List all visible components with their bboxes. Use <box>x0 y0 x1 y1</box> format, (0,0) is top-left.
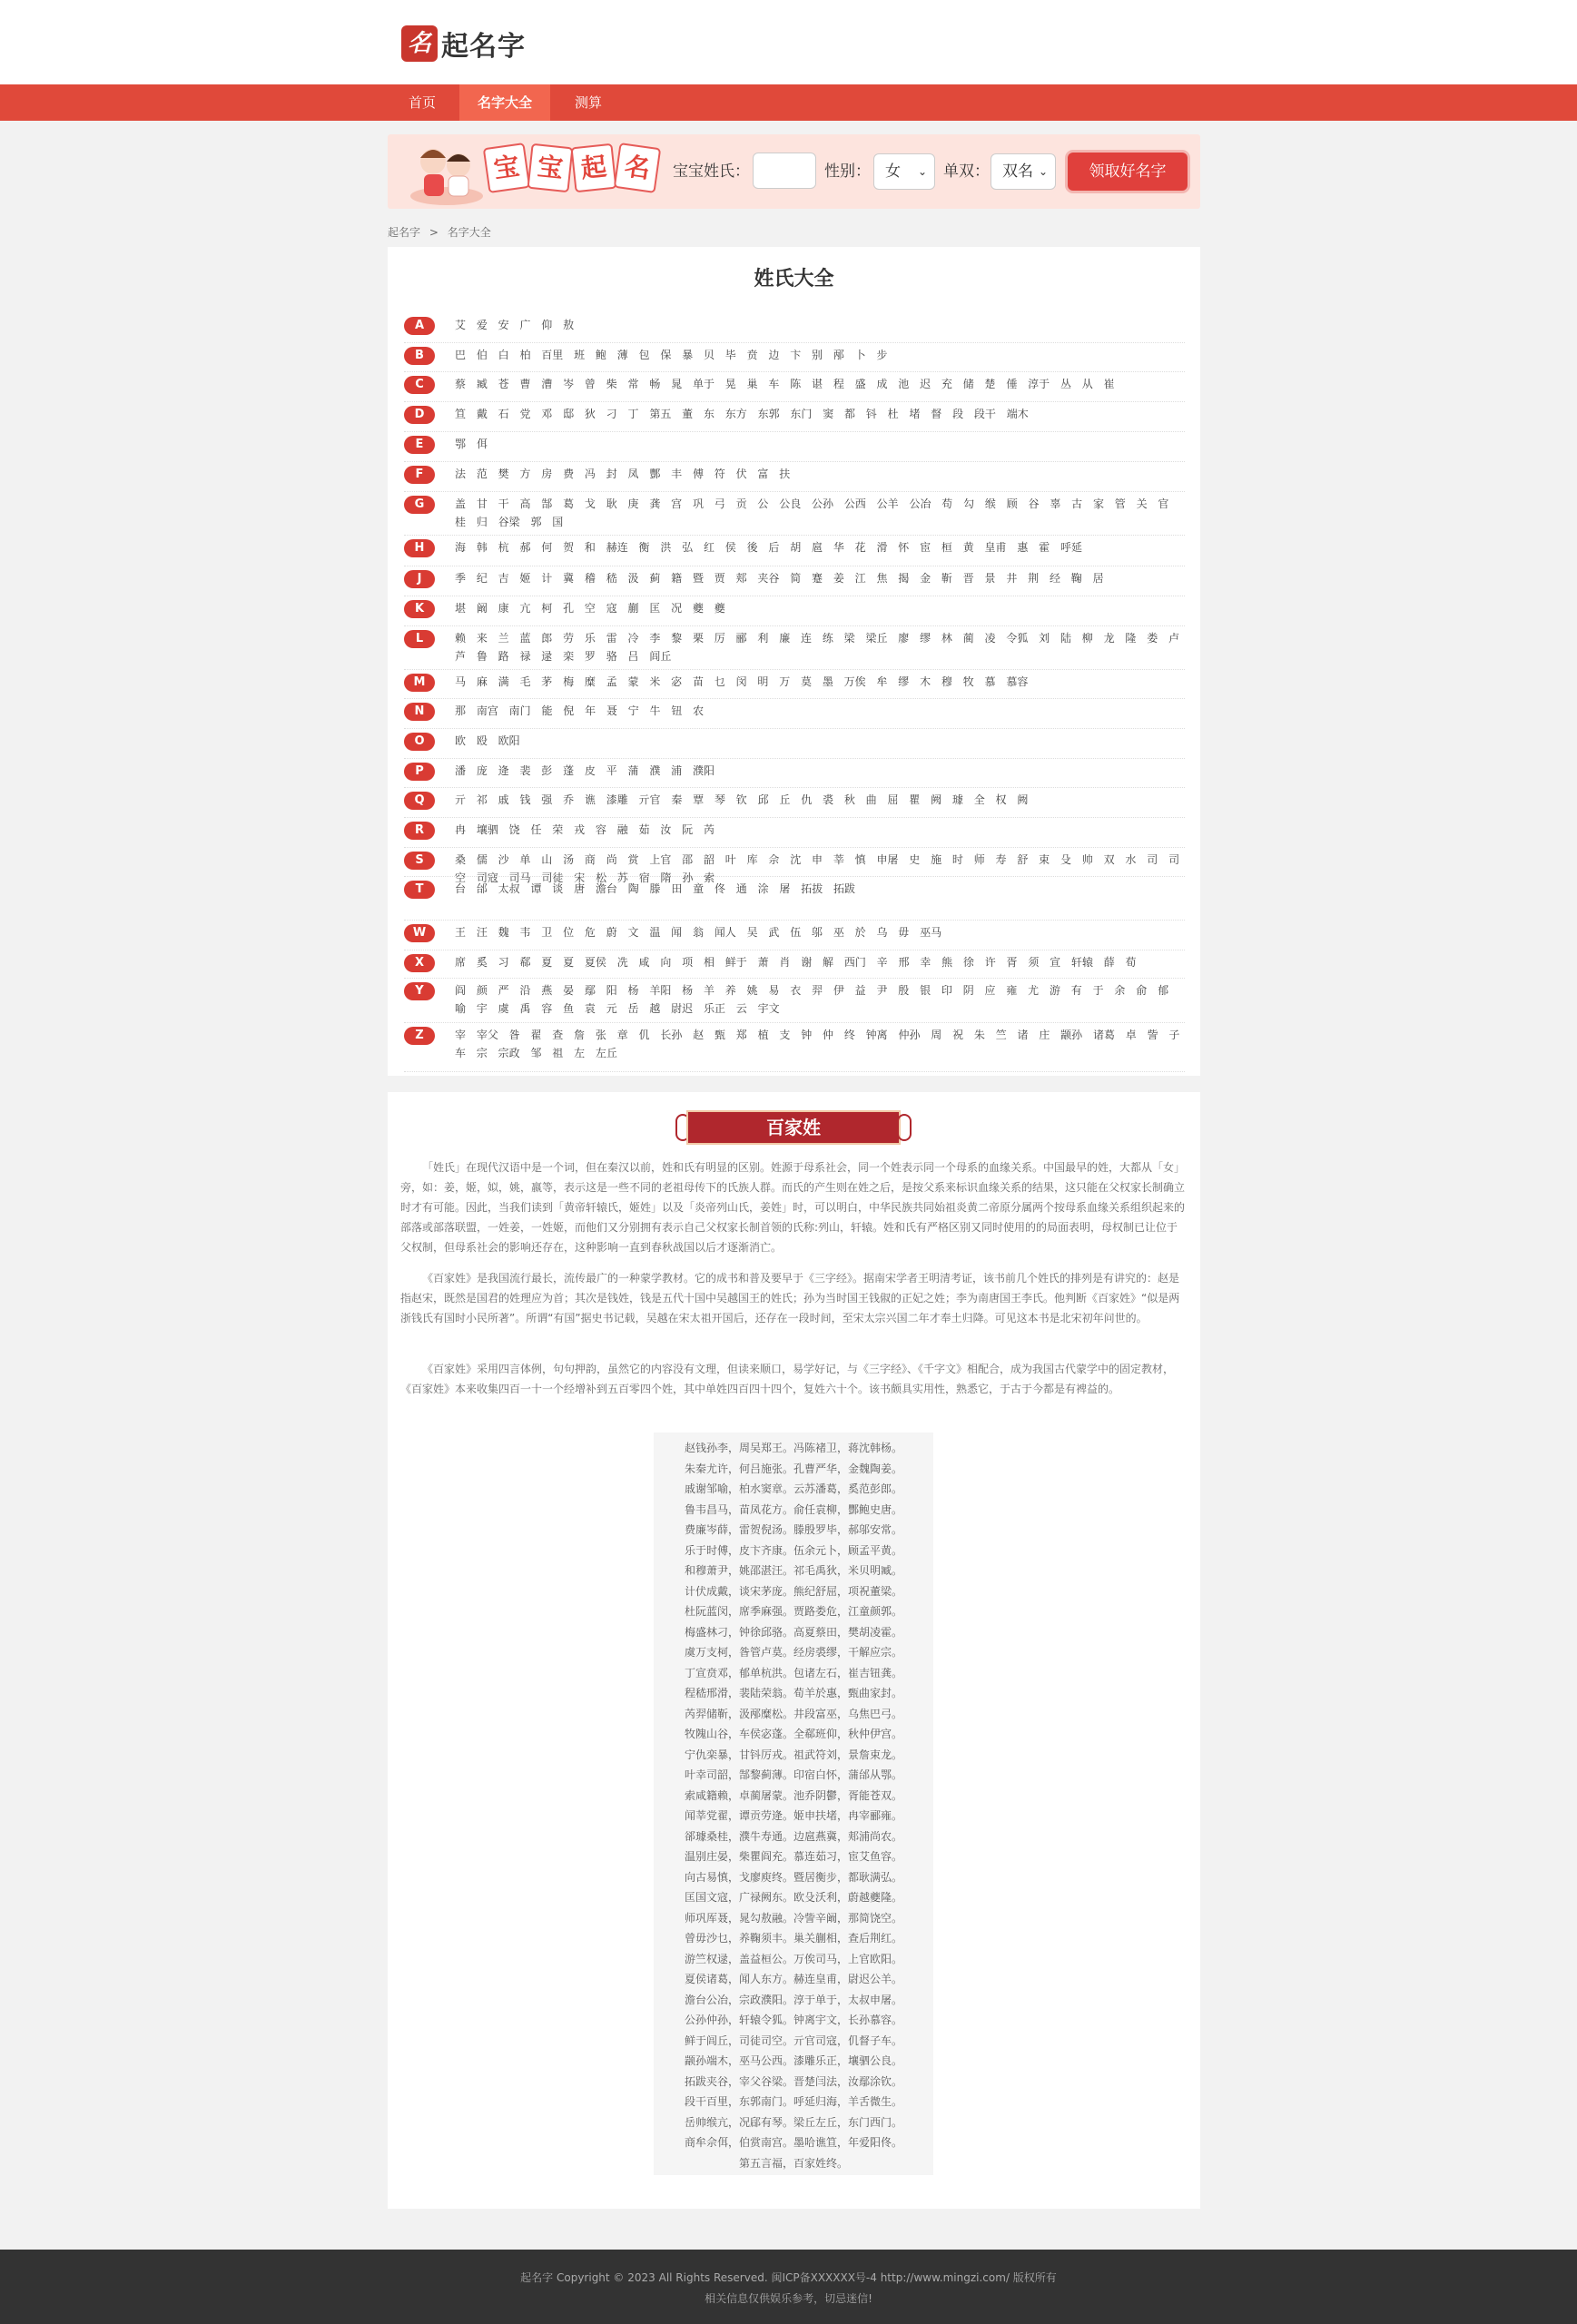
bjx-panel <box>388 1092 1200 2209</box>
letter-badge: K <box>404 600 435 618</box>
poem-line: 公孙仲孙，轩辕令狐。钟离宇文，长孙慕容。 <box>684 2014 902 2026</box>
surname-row <box>404 1023 1185 1072</box>
poem-line: 牧隗山谷，车侯宓蓬。全郗班仰，秋仲伊宫。 <box>684 1728 902 1740</box>
surname-list[interactable]: 王 汪 魏 韦 卫 位 危 蔚 文 温 闻 翁 闻人 吴 武 伍 邬 巫 於 乌 毋 巫马 <box>455 926 942 939</box>
footer-copyright: 起名字 Copyright © 2023 All Rights Reserved. 闽ICP备XXXXXX号-4 http://www.mingzi.com/ 版权所有 <box>520 2271 1057 2284</box>
poem-line: 向古易慎，戈廖庾终。暨居衡步，都耿满弘。 <box>684 1870 902 1884</box>
poem-line: 段干百里，东郭南门。呼延归海，羊舌微生。 <box>684 2095 902 2108</box>
surname-row <box>404 759 1185 788</box>
surname-row <box>404 566 1185 596</box>
surname-row <box>404 313 1185 343</box>
poem-line: 温别庄晏，柴瞿阎充。慕连茹习，宦艾鱼容。 <box>684 1850 902 1863</box>
poem-line: 夏侯诸葛，闻人东方。赫连皇甫，尉迟公羊。 <box>684 1973 902 1985</box>
letter-badge: W <box>404 924 435 942</box>
site-footer <box>0 2250 1577 2324</box>
poem-line: 杜阮蓝闵，席季麻强。贾路娄危，江童颜郭。 <box>684 1605 902 1618</box>
logo-mark: 名 <box>401 25 438 62</box>
surname-row <box>404 788 1185 818</box>
surname-list[interactable]: 阎 颜 严 沿 燕 晏 鄢 阳 杨 羊阳 杨 羊 养 姚 易 衣 羿 伊 益 尹 殷 银 印 阴 应 雍 尤 游 有 于 余 俞 郁 喻 宇 虞 禹 容 鱼 袁 元 岳 越 尉迟 乐正 云 宇文 <box>455 984 1169 1015</box>
surname-list[interactable]: 潘 庞 逄 裴 彭 蓬 皮 平 蒲 濮 浦 濮阳 <box>455 764 715 777</box>
bjx-title: 百家姓 <box>686 1110 901 1145</box>
chevron-down-icon: ⌄ <box>917 165 927 178</box>
banner-card-4: 名 <box>614 143 662 193</box>
surname-list[interactable]: 亓 祁 戚 钱 强 乔 谯 漆雕 亓官 秦 覃 琴 钦 邱 丘 仇 裘 秋 曲 屈 瞿 阙 璩 全 权 阙 <box>455 793 1029 806</box>
surname-list[interactable]: 冉 壤驷 饶 任 荣 戎 容 融 茹 汝 阮 芮 <box>455 823 715 836</box>
surname-list[interactable]: 马 麻 满 毛 茅 梅 糜 孟 蒙 米 宓 苗 乜 闵 明 万 莫 墨 万俟 牟 缪 木 穆 牧 慕 慕容 <box>455 675 1029 688</box>
surname-list[interactable]: 海 韩 杭 郝 何 贺 和 赫连 衡 洪 弘 红 侯 後 后 胡 扈 华 花 滑 怀 宦 桓 黄 皇甫 惠 霍 呼延 <box>455 541 1082 554</box>
letter-badge: E <box>404 436 435 454</box>
poem-line: 宁仇栾暴，甘钭厉戎。祖武符刘，景詹束龙。 <box>684 1748 902 1761</box>
poem-line: 师巩厍聂，晁勾敖融。冷訾辛阚，那简饶空。 <box>684 1911 902 1925</box>
surname-row <box>404 979 1185 1023</box>
poem-line: 乐于时傅，皮卞齐康。伍余元卜，顾孟平黄。 <box>684 1543 902 1557</box>
surname-list[interactable]: 堪 阚 康 亢 柯 孔 空 寇 蒯 匡 况 夔 夔 <box>455 602 725 615</box>
surname-list[interactable]: 赖 来 兰 蓝 郎 劳 乐 雷 冷 李 黎 栗 厉 郦 利 廉 连 练 梁 梁丘 廖 缪 林 蔺 凌 令狐 刘 陆 柳 龙 隆 娄 卢 芦 鲁 路 禄 逯 栾 罗 骆 吕 闾丘 <box>455 632 1180 663</box>
baby-illustration-icon <box>406 140 488 205</box>
letter-badge: S <box>404 852 435 870</box>
surname-row <box>404 596 1185 626</box>
poem-line: 计伏成戴，谈宋茅庞。熊纪舒屈，项祝董梁。 <box>684 1584 902 1598</box>
nav-home[interactable]: 首页 <box>408 94 436 111</box>
letter-badge: C <box>404 376 435 394</box>
surname-row <box>404 921 1185 950</box>
bjx-title-banner <box>675 1107 912 1148</box>
get-name-button[interactable]: 领取好名字 <box>1068 153 1188 191</box>
poem-line: 第五言福，百家姓终。 <box>738 2156 848 2170</box>
letter-badge: G <box>404 496 435 514</box>
site-logo[interactable] <box>401 24 526 64</box>
poem-line: 丁宣贲邓，郁单杭洪。包诸左石，崔吉钮龚。 <box>684 1666 902 1679</box>
surname-panel <box>388 247 1200 1076</box>
banner-card-1: 宝 <box>483 143 531 193</box>
ornament-right-icon <box>897 1114 912 1141</box>
letter-badge: P <box>404 763 435 781</box>
surname-list[interactable]: 那 南宫 南门 能 倪 年 聂 宁 牛 钮 农 <box>455 704 705 717</box>
poem-line: 索咸籍赖，卓蔺屠蒙。池乔阴鬱，胥能苍双。 <box>684 1788 902 1802</box>
surname-list[interactable]: 台 邰 太叔 谭 谈 唐 澹台 陶 滕 田 童 佟 通 涂 屠 拓拔 拓跋 <box>455 882 856 895</box>
poem-line: 鲜于闾丘，司徒司空。亓官司寇，仉督子车。 <box>684 2034 902 2047</box>
site-header <box>0 0 1577 84</box>
surname-row <box>404 950 1185 979</box>
bjx-paragraph-2: 《百家姓》是我国流行最长，流传最广的一种蒙学教材。它的成书和普及要早于《三字经》。据南宋学者王明清考证，该书前几个姓氏的排列是有讲究的：赵是指赵宋，既然是国君的姓理应为首；其次是钱姓，钱是五代十国中吴越国王的姓氏；孙为当时国王钱俶的正妃之姓；李为南唐国王李氏。他判断《百家姓》“似是两浙钱氏有国时小民所著”。所谓“有国”据史书记载，吴越在宋太祖开国后，还存在一段时间，至宋太宗兴国二年才奉土归降。可见这本书是北宋初年问世的。 <box>400 1272 1180 1324</box>
banner-card-3: 起 <box>571 143 617 193</box>
surname-list[interactable]: 笪 戴 石 党 邓 邸 狄 刁 丁 第五 董 东 东方 东郭 东门 窦 都 钭 杜 堵 督 段 段干 端木 <box>455 408 1029 420</box>
letter-badge: N <box>404 703 435 721</box>
footer-disclaimer: 相关信息仅供娱乐参考，切忌迷信! <box>705 2292 872 2305</box>
poem-line: 叶幸司韶，郜黎蓟薄。印宿白怀，蒲邰从鄂。 <box>684 1768 902 1781</box>
surname-list[interactable]: 法 范 樊 方 房 费 冯 封 凤 酆 丰 傅 符 伏 富 扶 <box>455 468 791 480</box>
logo-text: 起名字 <box>441 31 526 63</box>
poem-line: 颛孙端木，巫马公西。漆雕乐正，壤驷公良。 <box>684 2054 902 2067</box>
letter-badge: T <box>404 881 435 899</box>
main-nav <box>0 84 1577 121</box>
surname-list[interactable]: 席 奚 习 郗 夏 夏 夏侯 冼 咸 向 项 相 鲜于 萧 肖 谢 解 西门 辛 邢 幸 熊 徐 许 胥 须 宣 轩辕 薛 荀 <box>455 956 1137 969</box>
single-double-select[interactable] <box>991 153 1056 190</box>
letter-badge: F <box>404 466 435 484</box>
surname-list[interactable]: 桑 儒 沙 单 山 汤 商 尚 赏 上官 邵 韶 叶 库 佘 沈 申 莘 慎 申屠 史 施 时 师 寿 舒 束 殳 帅 双 水 司 司空 司寇 司马 司徒 宋 松 苏 宿 隋 孙 索 <box>455 853 1180 884</box>
surname-row <box>404 818 1185 848</box>
naming-banner <box>388 134 1200 209</box>
single-double-value: 双名 <box>1002 162 1033 181</box>
letter-badge: J <box>404 570 435 588</box>
poem-line: 费廉岑薛，雷贺倪汤。滕殷罗毕，郝邬安常。 <box>684 1523 902 1536</box>
poem-line: 程嵇邢滑，裴陆荣翁。荀羊於惠，甄曲家封。 <box>684 1687 902 1699</box>
breadcrumb-separator: > <box>429 226 439 239</box>
surname-row <box>404 729 1185 759</box>
poem-line: 曾毋沙乜，养鞠须丰。巢关蒯相，查后荆红。 <box>684 1932 902 1945</box>
surname-title: 姓氏大全 <box>754 268 834 290</box>
letter-badge: Q <box>404 792 435 810</box>
banner-card-2: 宝 <box>527 143 574 193</box>
surname-row <box>404 492 1185 536</box>
surname-row <box>404 536 1185 566</box>
surname-list[interactable]: 蔡 臧 苍 曹 漕 岑 曾 柴 常 畅 晁 单于 晃 巢 车 陈 谌 程 盛 成 池 迟 充 储 楚 倕 淳于 丛 从 崔 <box>455 378 1115 390</box>
poem-line: 郤璩桑桂，濮牛寿通。边扈燕冀，郏浦尚农。 <box>684 1829 902 1843</box>
poem-line: 拓跋夹谷，宰父谷梁。晋楚闫法，汝鄢涂钦。 <box>684 2074 902 2088</box>
poem-line: 虞万支柯，昝管卢莫。经房裘缪，干解应宗。 <box>684 1646 902 1659</box>
breadcrumb-current: 名字大全 <box>447 226 491 239</box>
letter-badge: L <box>404 630 435 648</box>
breadcrumb <box>388 224 497 240</box>
poem-line: 朱秦尤许，何吕施张。孔曹严华，金魏陶姜。 <box>684 1462 902 1475</box>
surname-input[interactable] <box>753 153 816 189</box>
bjx-paragraph-3: 《百家姓》采用四言体例，句句押韵，虽然它的内容没有文理，但读来顺口，易学好记，与《三字经》、《千字文》相配合，成为我国古代蒙学中的固定教材，《百家姓》本来收集四百一十一个经增补到五百零四个姓，其中单姓四百四十四个，复姓六十个。该书颇具实用性，熟悉它，于古于今都是有裨益的。 <box>400 1363 1175 1395</box>
surname-row <box>404 432 1185 462</box>
letter-badge: O <box>404 733 435 751</box>
surname-list[interactable]: 鄂 佴 <box>455 438 488 450</box>
surname-row <box>404 402 1185 432</box>
poem-line: 岳帅缑亢，况郈有琴。梁丘左丘，东门西门。 <box>684 2115 902 2129</box>
letter-badge: Y <box>404 982 435 1000</box>
surname-list[interactable]: 欧 殴 欧阳 <box>455 734 520 747</box>
bjx-poem <box>654 1433 933 2175</box>
surname-row <box>404 343 1185 372</box>
surname-row <box>404 372 1185 402</box>
surname-row <box>404 462 1185 492</box>
letter-badge: D <box>404 406 435 424</box>
poem-line: 闻莘党翟，谭贡劳逄。姬申扶堵，冉宰郦雍。 <box>684 1809 902 1822</box>
surname-label: 宝宝姓氏： <box>673 162 750 181</box>
surname-list[interactable]: 巴 伯 白 柏 百里 班 鲍 薄 包 保 暴 贝 毕 贲 边 卞 别 邴 卜 步 <box>455 349 888 361</box>
surname-list[interactable]: 宰 宰父 昝 翟 查 詹 张 章 仉 长孙 赵 甄 郑 植 支 钟 仲 终 钟离 仲孙 周 祝 朱 竺 诸 庄 颛孙 诸葛 卓 訾 子车 宗 宗政 邹 祖 左 左丘 <box>455 1029 1180 1059</box>
poem-line: 戚谢邹喻，柏水窦章。云苏潘葛，奚范彭郎。 <box>684 1482 902 1495</box>
poem-line: 赵钱孙李，周吴郑王。冯陈褚卫，蒋沈韩杨。 <box>684 1442 902 1454</box>
surname-row <box>404 670 1185 699</box>
gender-label: 性别： <box>824 162 871 181</box>
surname-list[interactable]: 盖 甘 干 高 郜 葛 戈 耿 庚 龚 宫 巩 弓 贡 公 公良 公孙 公西 公羊 公冶 苟 勾 缑 顾 谷 辜 古 家 管 关 官 桂 归 谷梁 郭 国 <box>455 497 1169 528</box>
poem-line: 匡国文寇，广禄阙东。欧殳沃利，蔚越夔隆。 <box>684 1891 902 1904</box>
surname-row <box>404 699 1185 729</box>
nav-test[interactable]: 测算 <box>574 94 602 111</box>
gender-select[interactable] <box>873 153 935 190</box>
poem-line: 梅盛林刁，钟徐邱骆。高夏蔡田，樊胡凌霍。 <box>684 1625 902 1639</box>
banner-illustration <box>388 134 660 209</box>
surname-row <box>404 848 1185 884</box>
poem-line: 和穆萧尹，姚邵湛汪。祁毛禹狄，米贝明臧。 <box>684 1564 902 1577</box>
breadcrumb-home[interactable]: 起名字 <box>388 226 421 239</box>
letter-badge: A <box>404 317 435 335</box>
letter-badge: M <box>404 674 435 692</box>
letter-badge: H <box>404 539 435 557</box>
chevron-down-icon: ⌄ <box>1038 165 1048 178</box>
poem-line: 鲁韦昌马，苗凤花方。俞任袁柳，酆鲍史唐。 <box>684 1502 902 1516</box>
gender-value: 女 <box>885 162 901 181</box>
letter-badge: R <box>404 822 435 840</box>
poem-line: 澹台公冶，宗政濮阳。淳于单于，太叔申屠。 <box>684 1993 902 2006</box>
bjx-paragraph-1: 「姓氏」在现代汉语中是一个词，但在秦汉以前，姓和氏有明显的区别。姓源于母系社会，同一个姓表示同一个母系的血缘关系。中国最早的姓，大都从「女」旁，如：姜，姬，姒，姚，嬴等，表示这是一些不同的老祖母传下的氏族人群。而氏的产生则在姓之后，是按父系来标识血缘关系的结果，这只能在父权家长制确立时才有可能。因此，当我们读到「黄帝轩辕氏，姬姓」以及「炎帝列山氏，姜姓」时，可以明白，中华民族共同始祖炎黄二帝原分属两个按母系血缘关系组织起来的部落或部落联盟，一姓姜，一姓姬，而他们又分别拥有表示自己父权家长制首领的氏称:列山，轩辕。姓和氏有严格区别又同时使用的的局面表明，母权制已让位于父权制，但母系社会的影响还存在，这种影响一直到春秋战国以后才逐渐消亡。 <box>400 1161 1186 1254</box>
surname-row <box>404 877 1185 921</box>
nav-name-list[interactable]: 名字大全 <box>459 84 550 121</box>
poem-line: 商牟佘佴，伯赏南宫。墨哈谯笪，年爱阳佟。 <box>684 2136 902 2149</box>
poem-line: 芮羿储靳，汲邴糜松。井段富巫，乌焦巴弓。 <box>684 1707 902 1720</box>
letter-badge: Z <box>404 1027 435 1045</box>
surname-list[interactable]: 艾 爱 安 广 仰 敖 <box>455 319 575 331</box>
surname-list[interactable]: 季 纪 吉 姬 计 冀 稽 嵇 汲 蓟 籍 暨 贾 郏 夹谷 简 蹇 姜 江 焦 揭 金 靳 晋 景 井 荆 经 鞠 居 <box>455 572 1104 585</box>
letter-badge: B <box>404 347 435 365</box>
single-double-label: 单双： <box>943 162 990 181</box>
poem-line: 游竺权逯，盖益桓公。万俟司马，上官欧阳。 <box>684 1952 902 1965</box>
letter-badge: X <box>404 954 435 972</box>
surname-row <box>404 626 1185 670</box>
